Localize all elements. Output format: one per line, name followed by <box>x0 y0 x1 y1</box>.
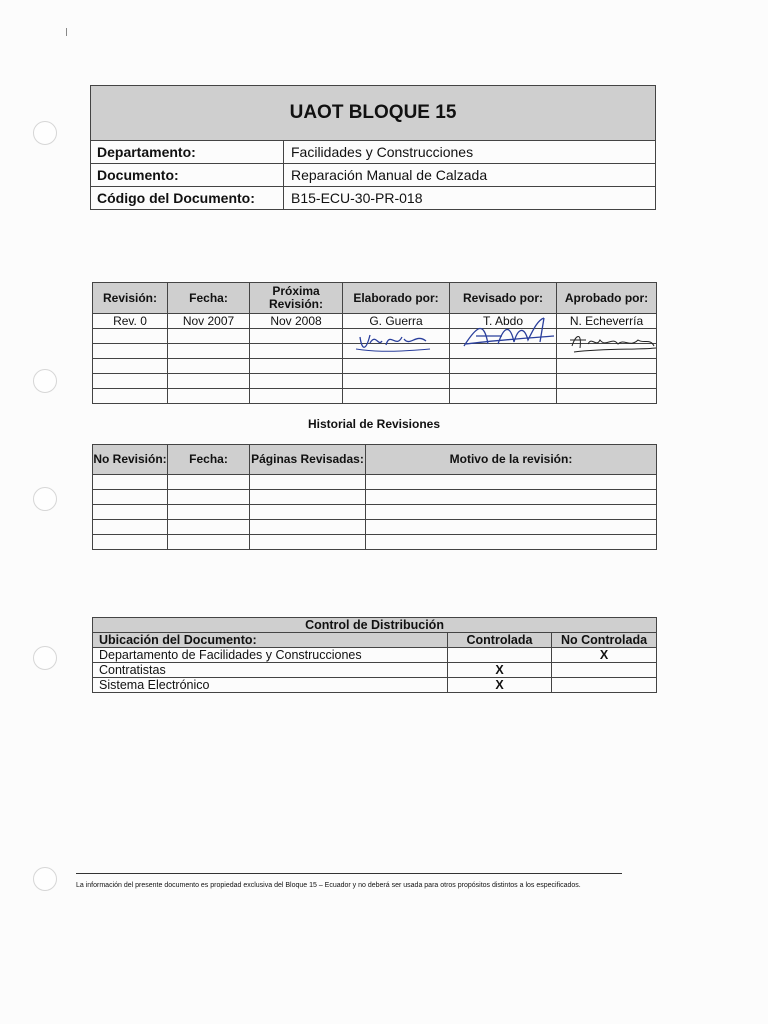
date-col-header: Fecha: <box>168 445 250 475</box>
revision-cell: Rev. 0 <box>93 314 168 329</box>
table-row <box>93 475 657 490</box>
history-title: Historial de Revisiones <box>307 417 441 431</box>
prepared-by-col-header: Elaborado por: <box>343 283 450 314</box>
table-row <box>93 678 657 693</box>
footer-disclaimer: La información del presente documento es propiedad exclusiva del Bloque 15 – Ecuador y no deberá ser usada para otros propósitos distintos a los especificados. <box>76 882 581 889</box>
punch-hole <box>33 121 57 145</box>
table-row <box>93 663 657 678</box>
revision-header-row <box>93 283 657 314</box>
signature-approved <box>566 328 658 356</box>
punch-hole <box>33 487 57 511</box>
signature-prepared <box>352 327 432 355</box>
controlled-col-header: Controlada <box>448 633 552 648</box>
revision-col-header: Revisión: <box>93 283 168 314</box>
history-table <box>92 444 657 550</box>
distribution-table <box>92 617 657 693</box>
reviewed-by-cell: T. Abdo <box>450 314 557 329</box>
approved-by-col-header: Aprobado por: <box>557 283 657 314</box>
revision-number-col-header: No Revisión: <box>93 445 168 475</box>
distribution-caption: Control de Distribución <box>93 618 657 633</box>
location-cell: Contratistas <box>93 663 448 678</box>
document-label: Documento: <box>91 164 284 187</box>
document-header-table <box>90 85 656 210</box>
uncontrolled-cell <box>552 678 657 693</box>
footer-divider <box>76 873 622 874</box>
header-row <box>91 141 656 164</box>
controlled-cell: X <box>448 678 552 693</box>
uncontrolled-cell: X <box>552 648 657 663</box>
next-revision-cell: Nov 2008 <box>250 314 343 329</box>
location-col-header: Ubicación del Documento: <box>93 633 448 648</box>
date-cell: Nov 2007 <box>168 314 250 329</box>
table-row <box>93 389 657 404</box>
table-row <box>93 359 657 374</box>
document-code-value: B15-ECU-30-PR-018 <box>284 187 656 210</box>
scan-mark <box>66 28 67 36</box>
uncontrolled-col-header: No Controlada <box>552 633 657 648</box>
location-cell: Sistema Electrónico <box>93 678 448 693</box>
reviewed-by-col-header: Revisado por: <box>450 283 557 314</box>
pages-reviewed-col-header: Páginas Revisadas: <box>250 445 366 475</box>
document-value: Reparación Manual de Calzada <box>284 164 656 187</box>
history-header-row <box>93 445 657 475</box>
document-code-label: Código del Documento: <box>91 187 284 210</box>
table-row <box>93 505 657 520</box>
next-revision-col-header: Próxima Revisión: <box>250 283 343 314</box>
controlled-cell <box>448 648 552 663</box>
distribution-caption-row <box>93 618 657 633</box>
prepared-by-cell: G. Guerra <box>343 314 450 329</box>
distribution-header-row <box>93 633 657 648</box>
punch-hole <box>33 369 57 393</box>
department-label: Departamento: <box>91 141 284 164</box>
table-row <box>93 490 657 505</box>
table-row <box>93 520 657 535</box>
header-row <box>91 164 656 187</box>
approved-by-cell: N. Echeverría <box>557 314 657 329</box>
document-title: UAOT BLOQUE 15 <box>91 86 656 141</box>
table-row <box>93 535 657 550</box>
signature-reviewed <box>458 314 558 354</box>
reason-col-header: Motivo de la revisión: <box>366 445 657 475</box>
location-cell: Departamento de Facilidades y Construcciones <box>93 648 448 663</box>
table-row <box>93 374 657 389</box>
uncontrolled-cell <box>552 663 657 678</box>
table-row <box>93 648 657 663</box>
punch-hole <box>33 646 57 670</box>
department-value: Facilidades y Construcciones <box>284 141 656 164</box>
header-row <box>91 187 656 210</box>
punch-hole <box>33 867 57 891</box>
date-col-header: Fecha: <box>168 283 250 314</box>
controlled-cell: X <box>448 663 552 678</box>
